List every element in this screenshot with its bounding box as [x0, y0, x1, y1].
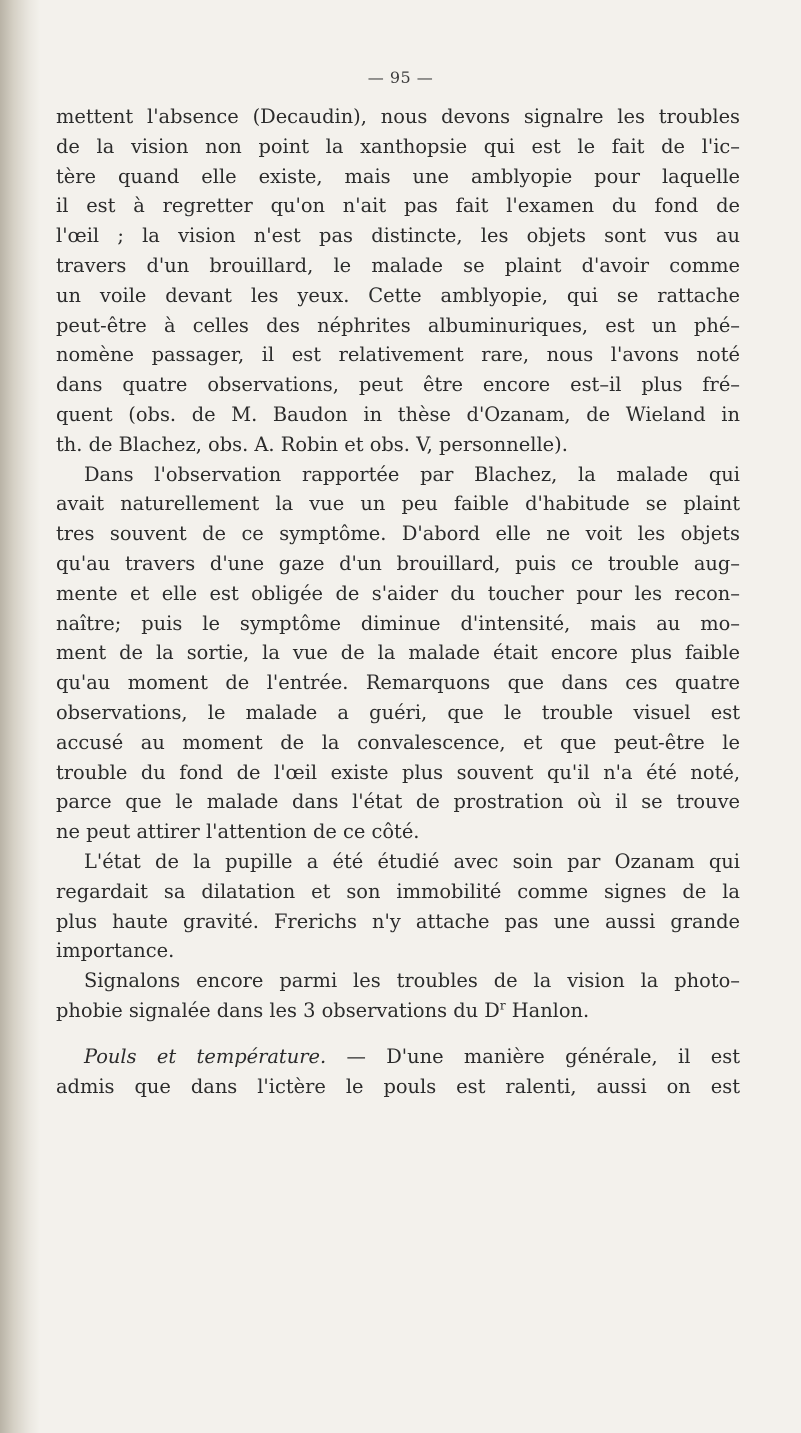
- text-line: mente et elle est obligée de s'aider du toucher pour les recon–: [56, 581, 740, 605]
- text-line: naître; puis le symptôme diminue d'intensité, mais au mo–: [56, 611, 740, 635]
- text-line: peut-être à celles des néphrites albuminuriques, est un phé–: [56, 313, 740, 337]
- text-line: importance.: [56, 939, 175, 963]
- text-line: parce que le malade dans l'état de prostration où il se trouve: [56, 790, 740, 814]
- text-line: th. de Blachez, obs. A. Robin et obs. V, personnelle).: [56, 432, 568, 456]
- text-line: tres souvent de ce symptôme. D'abord elle ne voit les objets: [56, 522, 740, 546]
- text-line: Dans l'observation rapportée par Blachez, la malade qui: [84, 462, 740, 486]
- text-line: accusé au moment de la convalescence, et que peut-être le: [56, 730, 740, 754]
- text-line: dans quatre observations, peut être encore est–il plus fré–: [56, 373, 740, 397]
- text-line: avait naturellement la vue un peu faible d'habitude se plaint: [56, 492, 740, 516]
- text-line: qu'au moment de l'entrée. Remarquons que dans ces quatre: [56, 671, 740, 695]
- page-number: — 95 —: [367, 68, 434, 87]
- text-line: ment de la sortie, la vue de la malade était encore plus faible: [56, 641, 740, 665]
- section-heading: Pouls et température.: [84, 1044, 327, 1068]
- text-line: mettent l'absence (Decaudin), nous devons signalre les troubles: [56, 105, 740, 128]
- text-fragment: phobie signalée dans les 3 observations du D: [56, 998, 500, 1022]
- text-line: travers d'un brouillard, le malade se plaint d'avoir comme: [56, 253, 740, 277]
- text-line: trouble du fond de l'œil existe plus souvent qu'il n'a été noté,: [56, 760, 740, 784]
- text-line: quent (obs. de M. Baudon in thèse d'Ozanam, de Wieland in: [56, 402, 740, 426]
- text-line: regardait sa dilatation et son immobilité comme signes de la: [56, 879, 740, 903]
- text-line: plus haute gravité. Frerichs n'y attache pas une aussi grande: [56, 909, 740, 933]
- text-line: [56, 996, 740, 1026]
- book-binding-shadow: [0, 0, 40, 1433]
- text-line: qu'au travers d'une gaze d'un brouillard, puis ce trouble aug–: [56, 551, 740, 575]
- superscript: r: [499, 998, 506, 1013]
- body-text: [56, 102, 740, 1101]
- paragraph-gap: [56, 1026, 740, 1042]
- text-fragment: — D'une manière générale, il est: [326, 1044, 740, 1068]
- text-line: de la vision non point la xanthopsie qui est le fait de l'ic–: [56, 134, 740, 158]
- text-fragment: Hanlon.: [505, 998, 590, 1022]
- text-line: tère quand elle existe, mais une amblyopie pour laquelle: [56, 164, 740, 188]
- text-line: observations, le malade a guéri, que le trouble visuel est: [56, 700, 740, 724]
- text-line: admis que dans l'ictère le pouls est ralenti, aussi on est: [56, 1074, 740, 1098]
- text-line: il est à regretter qu'on n'ait pas fait l'examen du fond de: [56, 194, 740, 218]
- text-line: Signalons encore parmi les troubles de la vision la photo–: [84, 969, 740, 993]
- text-line: [56, 1042, 740, 1072]
- text-line: nomène passager, il est relativement rare, nous l'avons noté: [56, 343, 740, 367]
- text-line: ne peut attirer l'attention de ce côté.: [56, 820, 420, 844]
- text-line: un voile devant les yeux. Cette amblyopie, qui se rattache: [56, 283, 740, 307]
- text-line: L'état de la pupille a été étudié avec soin par Ozanam qui: [84, 849, 740, 873]
- text-line: l'œil ; la vision n'est pas distincte, les objets sont vus au: [56, 224, 740, 248]
